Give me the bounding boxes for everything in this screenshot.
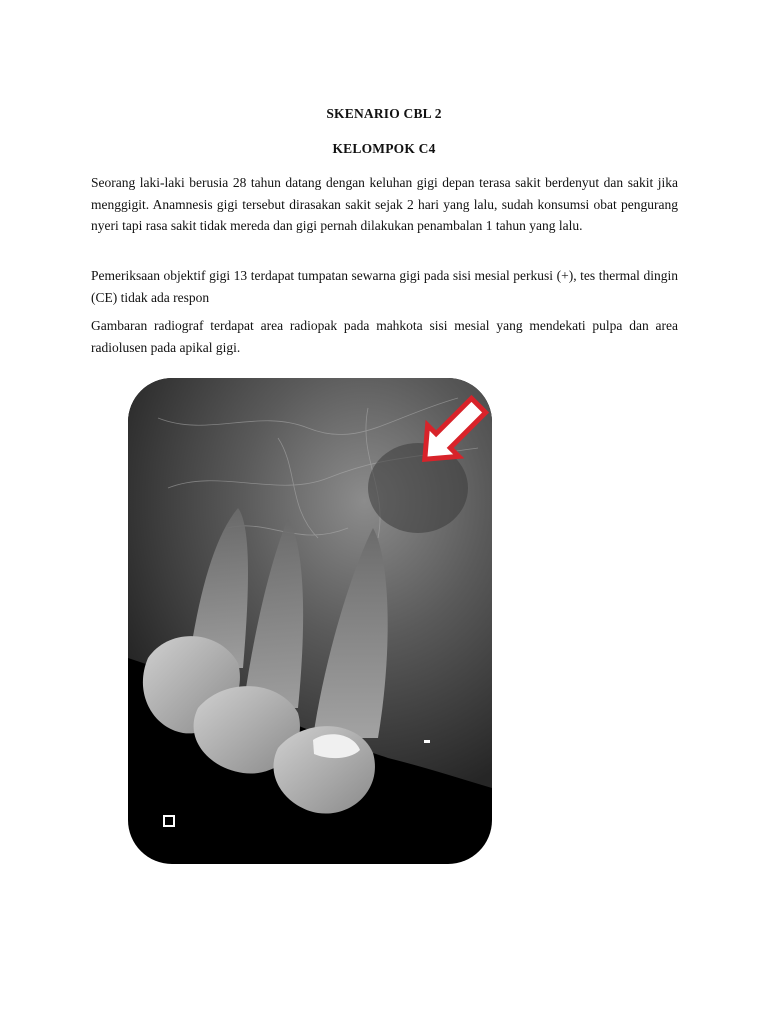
group-title: KELOMPOK C4 bbox=[332, 141, 436, 156]
document-title: SKENARIO CBL 2 bbox=[326, 106, 442, 121]
radiograph-paragraph: Gambaran radiograf terdapat area radiopak pada mahkota sisi mesial yang mendekati pulpa dan area radiolusen pada apikal gigi. bbox=[91, 318, 678, 355]
scenario-paragraph: Seorang laki-laki berusia 28 tahun datang dengan keluhan gigi depan terasa sakit berdenyut dan sakit jika menggigit. Anamnesis gigi tersebut dirasakan sakit sejak 2 hari yang lalu, sudah konsumsi obat pengurang nyeri tapi rasa sakit tidak mereda dan gigi pernah dilakukan penambalan 1 tahun yang lalu. bbox=[91, 175, 678, 233]
examination-paragraph: Pemeriksaan objektif gigi 13 terdapat tumpatan sewarna gigi pada sisi mesial perkusi (+), tes thermal dingin (CE) tidak ada respon bbox=[91, 268, 678, 305]
dental-radiograph bbox=[128, 378, 492, 864]
